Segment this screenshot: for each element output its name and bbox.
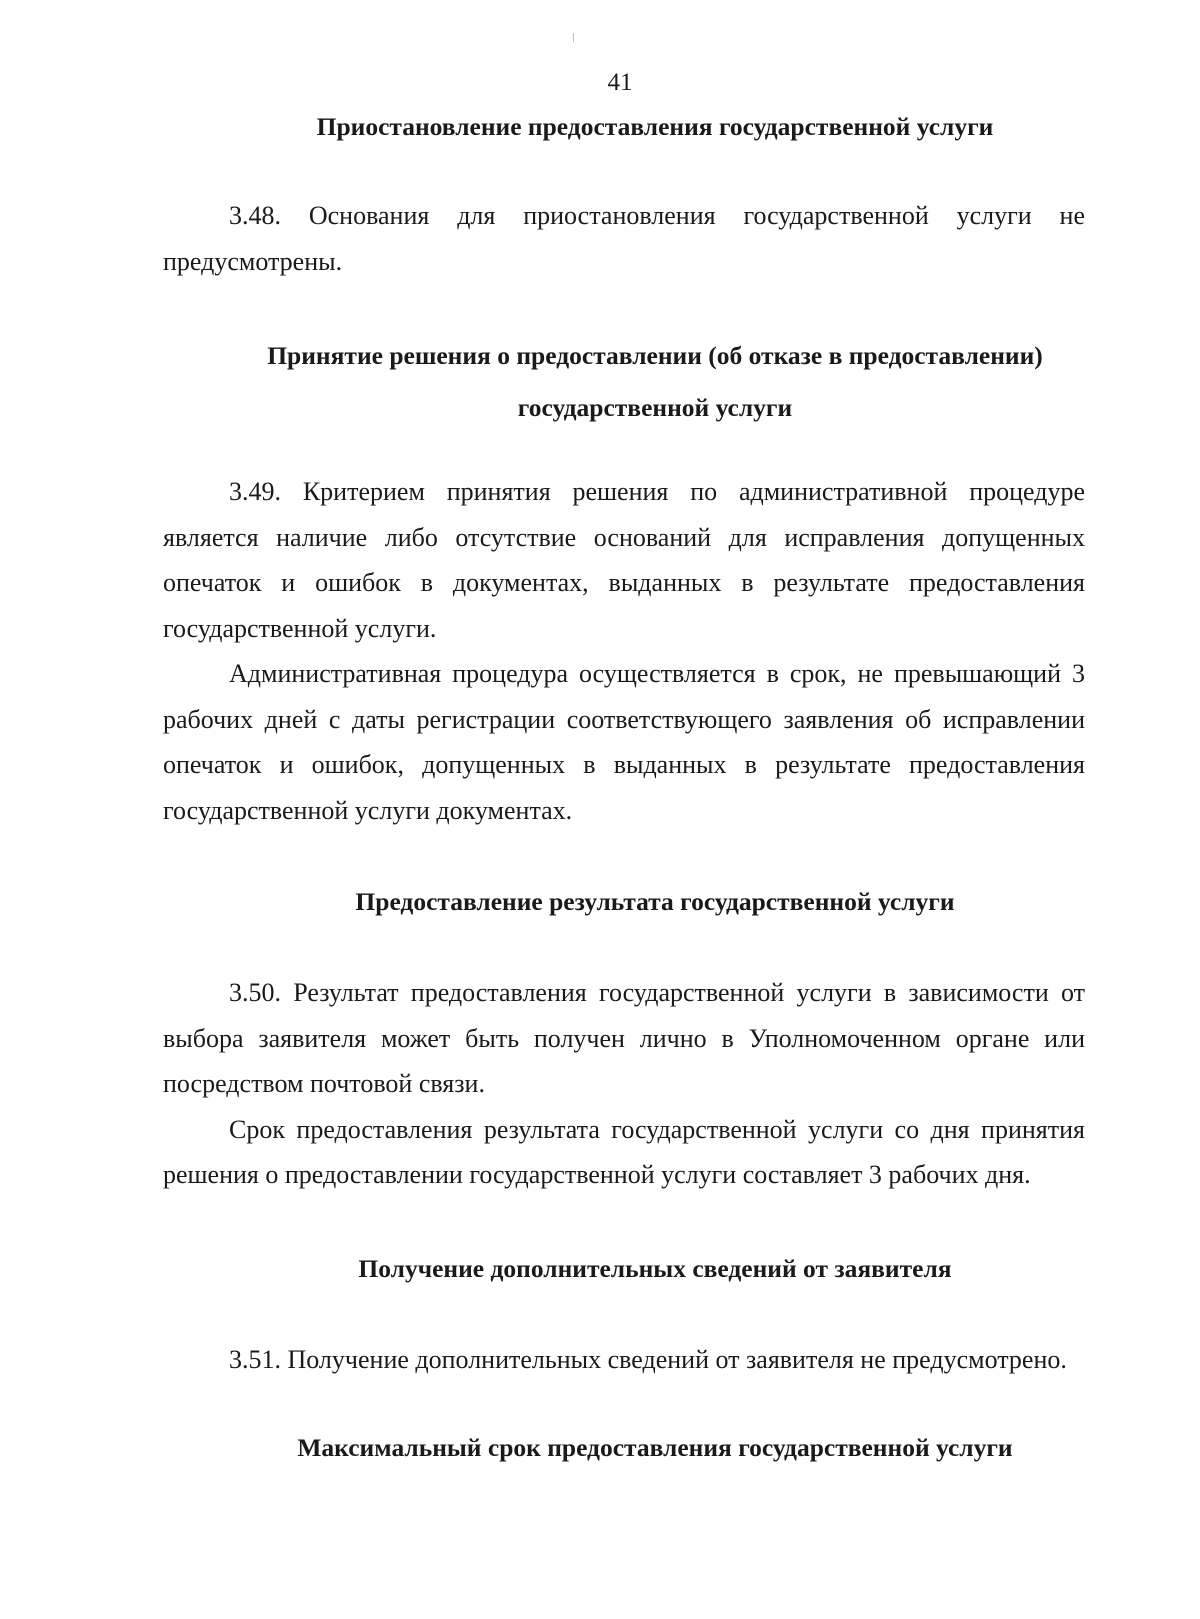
paragraph-3-50: 3.50. Результат предоставления государственной услуги в зависимости от выбора заявителя может быть получен лично в Уполномоченном органе или посредством почтовой связи.	[163, 978, 1085, 1098]
section-heading-max-term: Максимальный срок предоставления государственной услуги	[297, 1433, 1013, 1462]
section-heading-decision-line-1: Принятие решения о предоставлении (об отказе в предоставлении)	[267, 341, 1043, 370]
paragraph-3-49: 3.49. Критерием принятия решения по административной процедуре является наличие либо отсутствие оснований для исправления допущенных опечаток и ошибок в документах, выданных в результате предоставления государственной услуги.	[163, 477, 1085, 643]
section-body-result	[163, 970, 1085, 1198]
section-heading-additional-info: Получение дополнительных сведений от заявителя	[358, 1254, 952, 1283]
section-body-suspension	[163, 193, 1085, 284]
paragraph-3-51: 3.51. Получение дополнительных сведений от заявителя не предусмотрено.	[229, 1345, 1067, 1374]
scan-mark	[573, 33, 574, 42]
section-heading-decision	[0, 330, 1200, 434]
paragraph-procedure-term: Административная процедура осуществляется в срок, не превышающий 3 рабочих дней с даты регистрации соответствующего заявления об исправлении опечаток и ошибок, допущенных в выданных в результате предоставления государственной услуги документах.	[163, 659, 1085, 825]
section-heading-suspension: Приостановление предоставления государственной услуги	[316, 112, 994, 141]
section-heading-result: Предоставление результата государственной услуги	[355, 887, 955, 916]
paragraph-result-term: Срок предоставления результата государственной услуги со дня принятия решения о предоставлении государственной услуги составляет 3 рабочих дня.	[163, 1114, 1085, 1189]
section-body-decision	[163, 469, 1085, 833]
section-heading-decision-line-2: государственной услуги	[517, 393, 793, 422]
paragraph-3-48: 3.48. Основания для приостановления государственной услуги не предусмотрены.	[163, 201, 1085, 276]
page-number: 41	[607, 69, 633, 96]
section-body-additional-info	[163, 1337, 1085, 1383]
